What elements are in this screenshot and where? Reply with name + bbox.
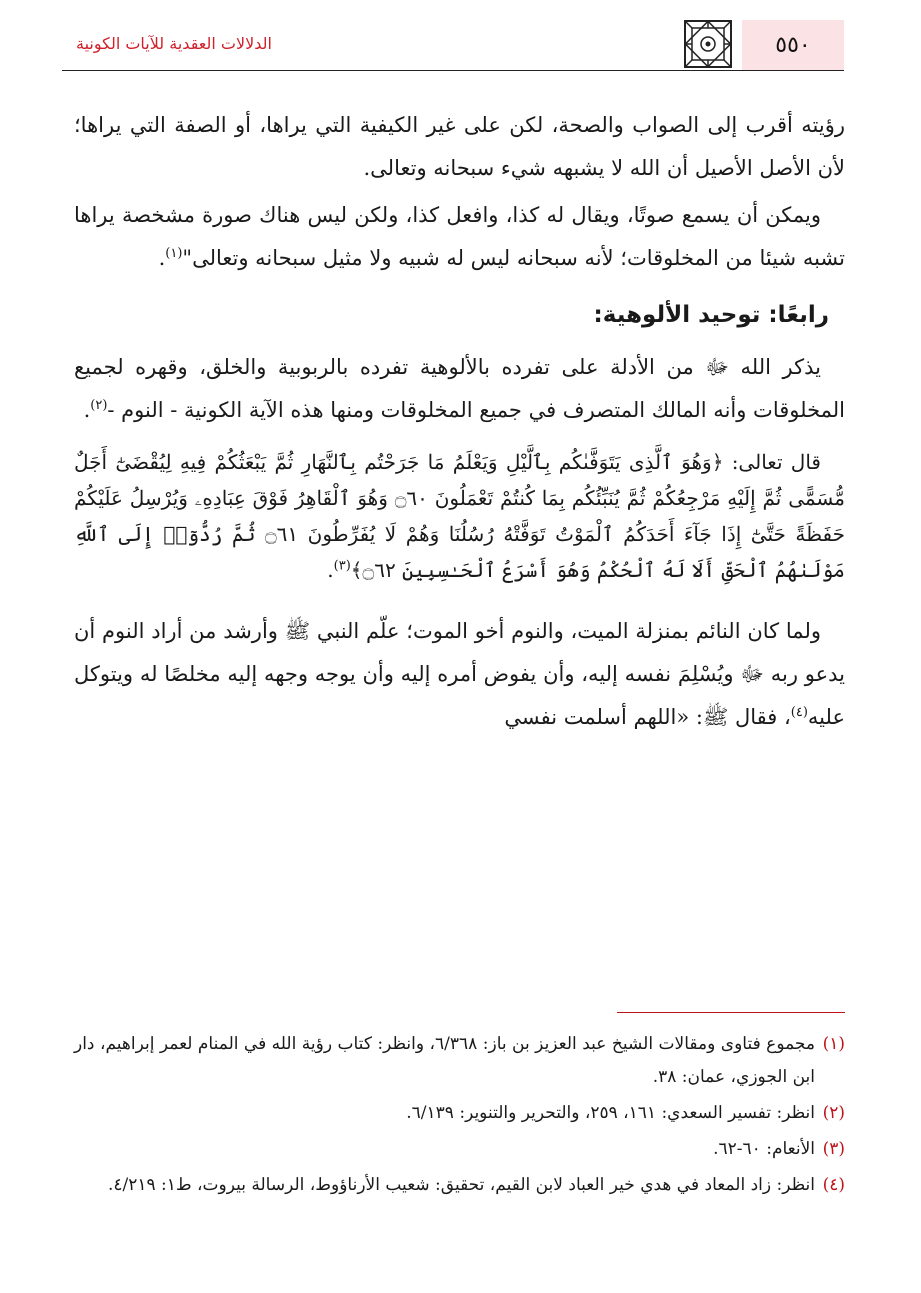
footnote-ref-3[interactable]: (٣)	[333, 558, 351, 574]
paragraph-3-end: .	[83, 398, 91, 422]
paragraph-3	[74, 346, 845, 432]
footnote-2-number: (٢)	[822, 1103, 845, 1123]
footnote-2-text: انظر: تفسير السعدي: ١٦١، ٢٥٩، والتحرير والتنوير: ٦/١٣٩.	[406, 1103, 815, 1123]
footnote-1-number: (١)	[822, 1034, 845, 1054]
footnote-divider	[617, 1012, 845, 1013]
paragraph-2-end: .	[158, 246, 166, 270]
footnote-3-text: الأنعام: ٦٠-٦٢.	[713, 1139, 815, 1159]
paragraph-2-text: ويمكن أن يسمع صوتًا، ويقال له كذا، وافعل كذا، ولكن ليس هناك صورة مشخصة يراها تشبه شيئا من المخلوقات؛ لأنه سبحانه ليس له شبيه ولا مثيل سبحانه وتعالى"	[74, 203, 845, 270]
footnote-2	[74, 1097, 845, 1130]
footnote-ref-2[interactable]: (٢)	[90, 398, 108, 413]
paragraph-4-text: ولما كان النائم بمنزلة الميت، والنوم أخو الموت؛ علّم النبي ﷺ وأرشد من أراد النوم أن يدعو ربه ﷻ ويُسْلِمَ نفسه إليه، وأن يفوض أمره إليه وأن يوجه وجهه إليه مخلصًا له ويتوكل عليه	[74, 619, 845, 729]
paragraph-4-end: ، فقال ﷺ: «اللهم أسلمت نفسي	[504, 705, 791, 729]
footnote-4-text: انظر: زاد المعاد في هدي خير العباد لابن القيم، تحقيق: شعيب الأرناؤوط، الرسالة بيروت، ط١: ٤/٢١٩.	[107, 1175, 815, 1195]
footnote-3-number: (٣)	[822, 1139, 845, 1159]
section-heading: رابعًا: توحيد الألوهية:	[593, 302, 829, 328]
paragraph-1	[74, 104, 845, 190]
paragraph-4	[74, 610, 845, 739]
footnote-1-text: مجموع فتاوى ومقالات الشيخ عبد العزيز بن باز: ٦/٣٦٨، وانظر: كتاب رؤية الله في المنام لعمر إبراهيم، دار ابن الجوزي، عمان: ٣٨.	[74, 1034, 816, 1087]
footnote-3	[74, 1133, 845, 1166]
page-number: ٥٥٠	[742, 20, 844, 70]
paragraph-3-text: يذكر الله ﷻ من الأدلة على تفرده بالألوهية تفرده بالربوبية والخلق، وقهره لجميع المخلوقات وأنه المالك المتصرف في جميع المخلوقات ومنها هذه الآية الكونية - النوم -	[74, 355, 845, 422]
page-header	[62, 20, 844, 70]
quran-end: .	[327, 558, 334, 582]
quran-verse-block	[74, 444, 845, 588]
footnote-4	[74, 1169, 845, 1202]
quran-close-bracket: ﴾	[350, 558, 363, 582]
main-text	[74, 104, 845, 743]
geometric-ornament-icon	[684, 20, 732, 68]
footnotes	[74, 1028, 845, 1205]
quran-intro: قال تعالى: ﴿	[711, 450, 821, 474]
paragraph-1-text: رؤيته أقرب إلى الصواب والصحة، لكن على غير الكيفية التي يراها، أو الصفة التي يراها؛ لأن الأصل الأصيل أن الله لا يشبهه شيء سبحانه وتعالى.	[74, 113, 845, 180]
paragraph-2	[74, 194, 845, 280]
quran-text: وَهُوَ ٱلَّذِى يَتَوَفَّىٰكُم بِٱلَّيْلِ وَيَعْلَمُ مَا جَرَحْتُم بِٱلنَّهَارِ ثُمَّ يَبْعَثُكُمْ فِيهِ لِيُقْضَىٰٓ أَجَلٌ مُّسَمًّى ثُمَّ إِلَيْهِ مَرْجِعُكُمْ ثُمَّ يُنَبِّئُكُم بِمَا كُنتُمْ تَعْمَلُونَ ۝٦٠ وَهُوَ ٱلْقَاهِرُ فَوْقَ عِبَادِهِۦ وَيُرْسِلُ عَلَيْكُمْ حَفَظَةً حَتَّىٰٓ إِذَا جَآءَ أَحَدَكُمُ ٱلْمَوْتُ تَوَفَّتْهُ رُسُلُنَا وَهُمْ لَا يُفَرِّطُونَ ۝٦١ ثُمَّ رُدُّوٓا۟ إِلَى ٱللَّهِ مَوْلَىٰهُمُ ٱلْحَقِّ أَلَا لَهُ ٱلْحُكْمُ وَهُوَ أَسْرَعُ ٱلْحَـٰسِبِينَ ۝٦٢	[74, 450, 845, 582]
running-title: الدلالات العقدية للآيات الكونية	[76, 34, 272, 53]
footnote-1	[74, 1028, 845, 1094]
header-divider	[62, 70, 844, 71]
footnote-ref-4[interactable]: (٤)	[790, 705, 808, 720]
footnote-4-number: (٤)	[822, 1175, 845, 1195]
footnote-ref-1[interactable]: (١)	[165, 246, 183, 261]
